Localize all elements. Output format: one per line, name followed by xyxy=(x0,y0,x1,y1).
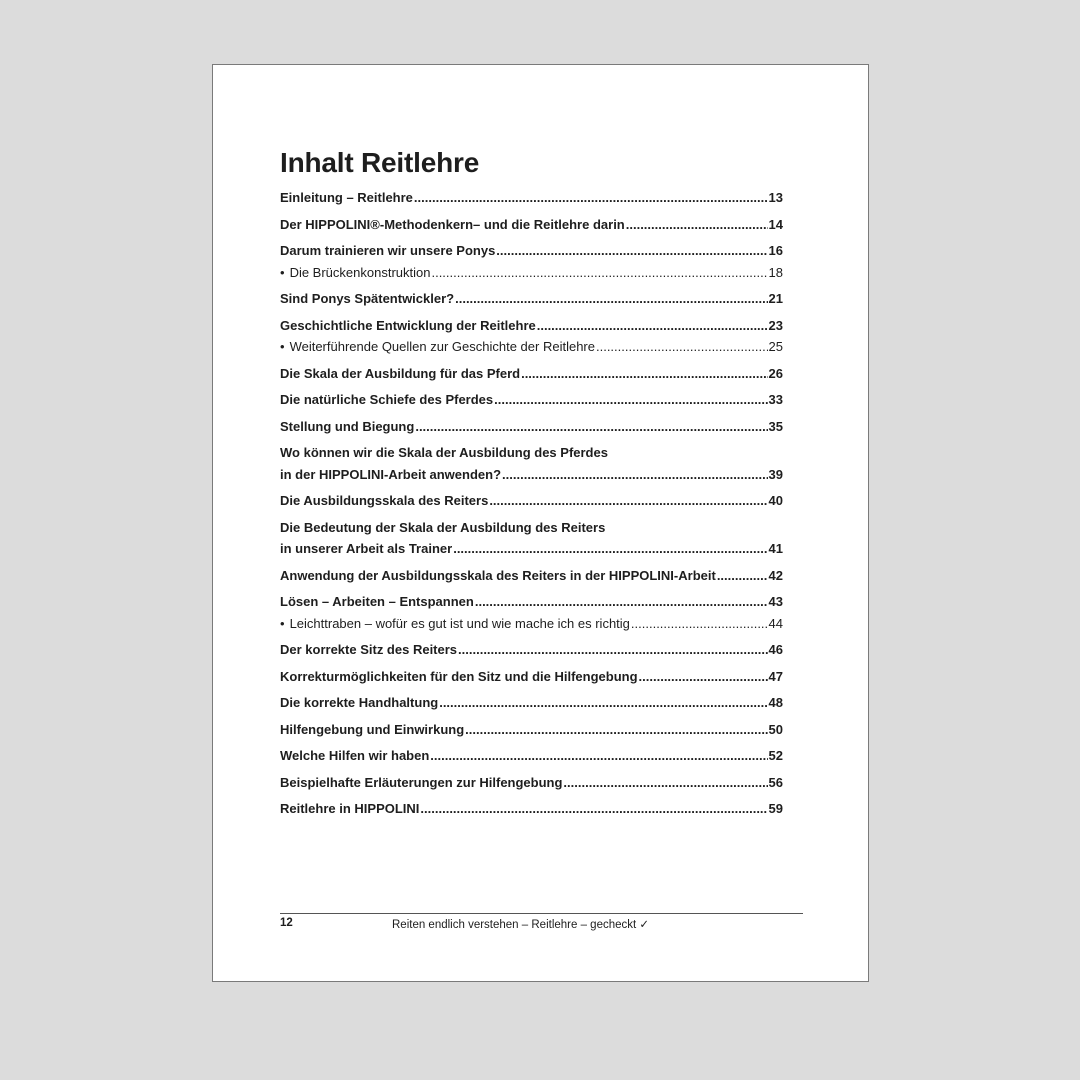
toc-entry xyxy=(280,315,783,337)
toc-line xyxy=(280,613,783,635)
dot-leader xyxy=(475,591,768,613)
toc-content xyxy=(280,147,783,820)
dot-leader xyxy=(420,798,767,820)
toc-entry-text: Weiterführende Quellen zur Geschichte der Reitlehre xyxy=(289,339,595,354)
bullet-icon: • xyxy=(280,615,285,631)
toc-entry xyxy=(280,442,783,485)
bullet-icon: • xyxy=(280,339,285,354)
toc-page-number: 18 xyxy=(768,264,783,280)
toc-page-number: 48 xyxy=(768,695,783,710)
toc-line xyxy=(280,240,783,262)
toc-entry-title xyxy=(280,240,495,262)
toc-line xyxy=(280,416,783,438)
toc-entry xyxy=(280,517,783,560)
toc-line xyxy=(280,719,783,741)
toc-page-number: 52 xyxy=(768,748,783,763)
toc-page-number: 59 xyxy=(768,801,783,816)
toc-entry-text: Korrekturmöglichkeiten für den Sitz und die Hilfengebung xyxy=(280,668,638,684)
toc-line xyxy=(280,315,783,337)
toc-line xyxy=(280,772,783,794)
toc-entry-title xyxy=(280,187,413,209)
toc-entry-text: Lösen – Arbeiten – Entspannen xyxy=(280,594,474,609)
footer-page-number: 12 xyxy=(280,917,293,929)
toc-entry-text: in unserer Arbeit als Trainer xyxy=(280,541,453,556)
toc-entry-title xyxy=(280,442,608,464)
dot-leader xyxy=(537,315,768,337)
toc-page-number: 39 xyxy=(768,466,783,482)
toc-entry xyxy=(280,416,783,438)
toc-entry-title xyxy=(280,772,562,794)
toc-subentry xyxy=(280,336,783,358)
toc-entry xyxy=(280,214,783,236)
toc-entry-text: Die Brückenkonstruktion xyxy=(289,264,431,280)
toc-entry xyxy=(280,591,783,613)
toc-entry-title xyxy=(280,517,605,539)
toc-page-number: 21 xyxy=(768,291,783,306)
toc-line xyxy=(280,187,783,209)
dot-leader xyxy=(465,719,767,741)
dot-leader xyxy=(453,538,767,560)
toc-page-number: 14 xyxy=(768,216,783,232)
toc-subentry xyxy=(280,613,783,635)
toc-entry-title xyxy=(280,692,438,714)
dot-leader xyxy=(596,336,768,358)
toc-entry-title xyxy=(280,262,430,284)
toc-page-number: 44 xyxy=(768,615,783,631)
dot-leader xyxy=(563,772,767,794)
toc-entry xyxy=(280,719,783,741)
toc-entry-text: Der korrekte Sitz des Reiters xyxy=(280,642,458,657)
toc-entry-title xyxy=(280,745,429,767)
bullet-icon: • xyxy=(280,264,285,280)
dot-leader xyxy=(414,187,768,209)
toc-line xyxy=(280,639,783,661)
toc-line xyxy=(280,336,783,358)
toc-entry-title xyxy=(280,719,464,741)
toc-entry-text: Die natürliche Schiefe des Pferdes xyxy=(280,392,494,407)
toc-entry-text: Welche Hilfen wir haben xyxy=(280,748,430,763)
toc-entry-title xyxy=(280,490,488,512)
toc-line xyxy=(280,363,783,385)
toc-page-number: 43 xyxy=(768,594,783,609)
toc-page-number: 35 xyxy=(768,418,783,434)
dot-leader xyxy=(431,262,767,284)
toc-page-number: 46 xyxy=(768,642,783,657)
dot-leader xyxy=(430,745,767,767)
toc-entry xyxy=(280,565,783,587)
toc-entry-text: Die Bedeutung der Skala der Ausbildung des Reiters xyxy=(280,519,606,535)
toc-entry xyxy=(280,666,783,688)
toc-entry xyxy=(280,798,783,820)
toc-entry-text: Der HIPPOLINI®-Methodenkern– und die Reitlehre darin xyxy=(280,216,625,232)
toc-entry xyxy=(280,363,783,385)
toc-entry-text: Beispielhafte Erläuterungen zur Hilfengebung xyxy=(280,774,563,790)
toc-line xyxy=(280,262,783,284)
toc-entry xyxy=(280,692,783,714)
dot-leader xyxy=(496,240,767,262)
toc-line xyxy=(280,591,783,613)
toc-entry-text: in der HIPPOLINI-Arbeit anwenden? xyxy=(280,466,502,482)
footer-divider xyxy=(280,913,803,914)
toc-entry-title xyxy=(280,336,595,358)
toc-page-number: 47 xyxy=(768,668,783,684)
toc-entry-title xyxy=(280,591,474,613)
toc-subentry xyxy=(280,262,783,284)
dot-leader xyxy=(458,639,768,661)
toc-entry-text: Anwendung der Ausbildungsskala des Reiters in der HIPPOLINI-Arbeit xyxy=(280,567,716,583)
toc-entry-text: Die korrekte Handhaltung xyxy=(280,695,439,710)
toc-page-number: 50 xyxy=(768,721,783,737)
toc-entry-text: Leichttraben – wofür es gut ist und wie mache ich es richtig xyxy=(289,615,630,631)
toc-entry-title xyxy=(280,214,625,236)
toc-entry xyxy=(280,288,783,310)
toc-line xyxy=(280,214,783,236)
toc-page-number: 25 xyxy=(768,339,783,354)
toc-entry-text: Hilfengebung und Einwirkung xyxy=(280,721,465,737)
footer-running-title: Reiten endlich verstehen – Reitlehre – gecheckt ✓ xyxy=(392,919,650,931)
toc-page-number: 13 xyxy=(768,190,783,205)
toc-line xyxy=(280,798,783,820)
dot-leader xyxy=(494,389,767,411)
book-page xyxy=(212,64,869,982)
dot-leader xyxy=(455,288,767,310)
toc-entry-title xyxy=(280,538,452,560)
toc-entry xyxy=(280,772,783,794)
toc-entry-text: Einleitung – Reitlehre xyxy=(280,190,413,205)
dot-leader xyxy=(521,363,767,385)
toc-entry-text: Darum trainieren wir unsere Ponys xyxy=(280,243,496,258)
toc-page-number: 40 xyxy=(768,493,783,508)
dot-leader xyxy=(502,464,768,486)
toc-line xyxy=(280,442,783,464)
toc-entry-title xyxy=(280,464,501,486)
toc-page-number: 23 xyxy=(768,317,783,333)
toc-entry xyxy=(280,639,783,661)
dot-leader xyxy=(415,416,767,438)
dot-leader xyxy=(626,214,768,236)
toc-entry-title xyxy=(280,288,454,310)
toc-entry-title xyxy=(280,798,419,820)
toc-entry-text: Geschichtliche Entwicklung der Reitlehre xyxy=(280,317,536,333)
toc-line xyxy=(280,745,783,767)
dot-leader xyxy=(439,692,767,714)
toc-entry-title xyxy=(280,315,536,337)
toc-line xyxy=(280,490,783,512)
toc-page-number: 26 xyxy=(768,365,783,381)
dot-leader xyxy=(639,666,768,688)
toc-entry-text: Die Skala der Ausbildung für das Pferd xyxy=(280,365,521,381)
toc-line xyxy=(280,464,783,486)
dot-leader xyxy=(717,565,768,587)
toc-entry-text: Stellung und Biegung xyxy=(280,418,415,434)
toc-entry-title xyxy=(280,639,457,661)
toc-entry-title xyxy=(280,416,414,438)
toc-entry-text: Sind Ponys Spätentwickler? xyxy=(280,291,455,306)
toc-entry xyxy=(280,389,783,411)
page-title: Inhalt Reitlehre xyxy=(280,147,480,178)
toc-line xyxy=(280,666,783,688)
toc-entry-title xyxy=(280,363,520,385)
toc-line xyxy=(280,538,783,560)
toc-page-number: 41 xyxy=(768,541,783,556)
toc-entry-text: Reitlehre in HIPPOLINI xyxy=(280,801,420,816)
toc-page-number: 42 xyxy=(768,567,783,583)
toc-entry xyxy=(280,745,783,767)
toc-page-number: 16 xyxy=(768,243,783,258)
toc-entry xyxy=(280,240,783,262)
dot-leader xyxy=(631,613,768,635)
toc-line xyxy=(280,288,783,310)
toc-entry-text: Wo können wir die Skala der Ausbildung des Pferdes xyxy=(280,445,608,460)
toc-line xyxy=(280,565,783,587)
table-of-contents xyxy=(280,187,783,820)
toc-entry xyxy=(280,490,783,512)
toc-entry-title xyxy=(280,389,493,411)
toc-entry-title xyxy=(280,613,630,635)
toc-entry-title xyxy=(280,666,638,688)
toc-line xyxy=(280,692,783,714)
toc-entry-text: Die Ausbildungsskala des Reiters xyxy=(280,493,489,508)
toc-line xyxy=(280,517,783,539)
dot-leader xyxy=(489,490,767,512)
toc-entry xyxy=(280,187,783,209)
toc-entry-title xyxy=(280,565,716,587)
toc-page-number: 56 xyxy=(768,774,783,790)
toc-line xyxy=(280,389,783,411)
toc-page-number: 33 xyxy=(768,392,783,407)
